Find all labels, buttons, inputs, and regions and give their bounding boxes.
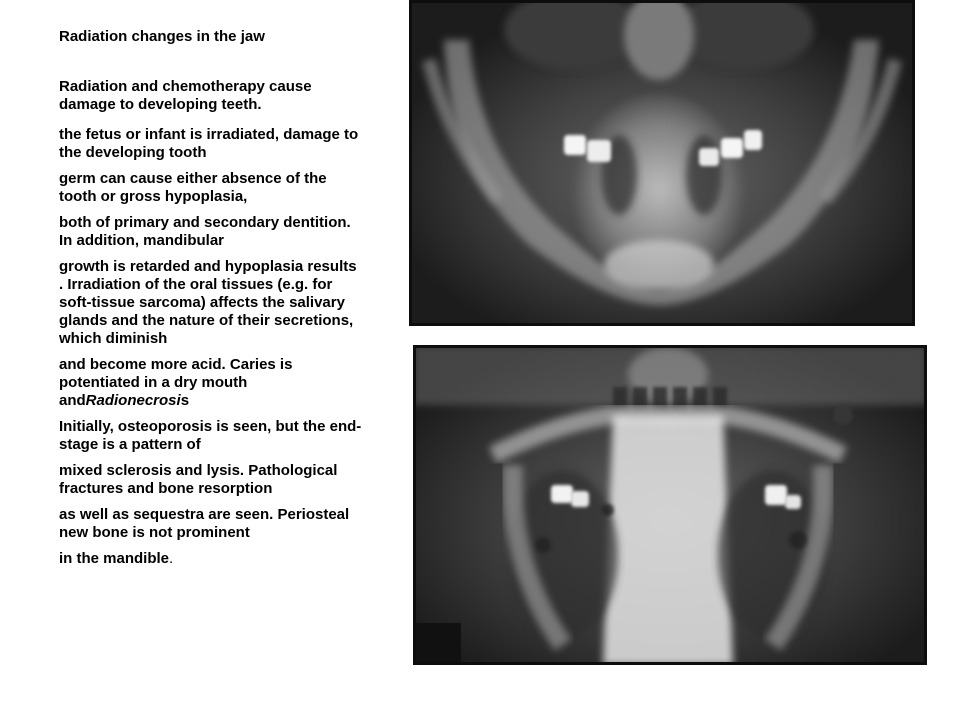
slide-title: Radiation changes in the jaw xyxy=(59,28,265,45)
paragraph-2: the fetus or infant is irradiated, damage to the developing tooth xyxy=(59,126,359,161)
last-line-text: in the mandible xyxy=(59,550,170,567)
paragraph-7: Initially, osteoporosis is seen, but the end-stage is a pattern of xyxy=(59,418,362,453)
paragraph-6 xyxy=(59,356,364,410)
paragraph-5: growth is retarded and hypoplasia results . Irradiation of the oral tissues (e.g. for soft-tissue sarcoma) affects the salivary glands and the nature of their secretions, which diminish xyxy=(59,258,357,347)
text-column xyxy=(59,28,364,576)
paragraph-8: mixed sclerosis and lysis. Pathological fractures and bone resorption xyxy=(59,462,338,497)
paragraph-4: both of primary and secondary dentition. In addition, mandibular xyxy=(59,214,351,249)
paragraph-9: as well as sequestra are seen. Periosteal new bone is not prominent xyxy=(59,506,350,541)
paragraph-6-text: and become more acid. Caries is potentiated in a dry mouth and xyxy=(59,356,293,409)
paragraph-1: Radiation and chemotherapy cause damage to developing teeth. xyxy=(59,78,312,113)
last-line-period: . xyxy=(169,550,174,567)
bottom-xray-illustration xyxy=(413,345,927,665)
paragraph-10 xyxy=(59,550,364,568)
top-xray-image xyxy=(409,0,915,326)
paragraph-6-suffix: s xyxy=(180,392,190,409)
paragraph-3: germ can cause either absence of the tooth or gross hypoplasia, xyxy=(59,170,327,205)
radionecrosis-italic: Radionecrosi xyxy=(85,392,181,409)
top-xray-illustration xyxy=(409,0,915,326)
bottom-xray-image xyxy=(413,345,927,665)
